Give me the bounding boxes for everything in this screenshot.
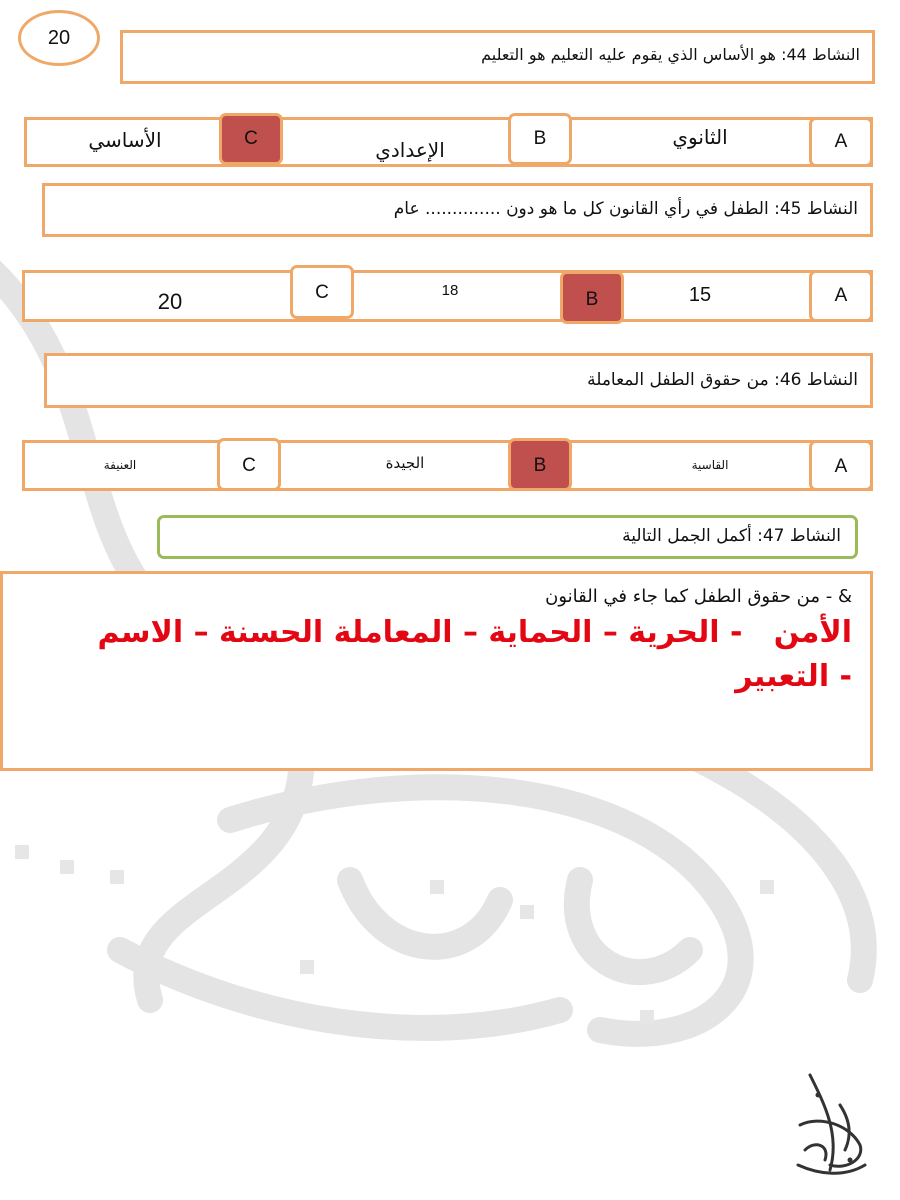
activity-46-question-box <box>44 353 873 408</box>
activity-47-answer-line-1: الأمن - الحرية – الحماية – المعاملة الحسنة – الاسم <box>97 615 852 650</box>
activity-44-option-c-text: الأساسي <box>88 128 162 152</box>
page-number: 20 <box>47 27 71 49</box>
activity-45-option-b-text: 18 <box>441 282 459 299</box>
activity-47-answer-box <box>0 571 873 771</box>
activity-44-question-box <box>120 30 875 84</box>
activity-45-question-box <box>42 183 873 237</box>
activity-45-option-a[interactable]: A <box>809 270 873 322</box>
activity-47-answer-line-2: - التعبير <box>735 658 852 694</box>
activity-46-option-a[interactable]: A <box>809 440 873 491</box>
activity-46-option-a-text: القاسية <box>691 458 729 472</box>
activity-47-prompt: & - من حقوق الطفل كما جاء في القانون <box>545 586 852 607</box>
activity-46-option-b-selected[interactable]: B <box>508 438 572 491</box>
activity-45-option-b-selected[interactable]: B <box>560 271 624 324</box>
activity-46-option-c-text: العنيفة <box>103 458 137 472</box>
activity-44-option-b[interactable]: B <box>508 113 572 165</box>
activity-47-title: النشاط 47: أكمل الجمل التالية <box>622 526 841 546</box>
activity-45-question: النشاط 45: الطفل في رأي القانون كل ما هو دون .............. عام <box>393 199 858 219</box>
activity-44-option-a-text: الثانوي <box>672 125 728 149</box>
activity-44-option-a[interactable]: A <box>809 117 873 167</box>
activity-44-question: النشاط 44: هو الأساس الذي يقوم عليه التعليم هو التعليم <box>481 45 860 64</box>
calligraphy-ornament <box>790 1065 870 1180</box>
activity-44-option-c-selected[interactable]: C <box>219 113 283 165</box>
activity-45-option-a-text: 15 <box>688 284 712 306</box>
page-number-badge <box>18 10 100 66</box>
activity-45-option-c[interactable]: C <box>290 265 354 319</box>
activity-46-option-b-text: الجيدة <box>385 454 425 472</box>
activity-44-option-b-text: الإعدادي <box>375 138 445 162</box>
activity-45-option-c-text: 20 <box>157 289 183 314</box>
activity-46-question: النشاط 46: من حقوق الطفل المعاملة <box>587 370 858 390</box>
activity-46-option-c[interactable]: C <box>217 438 281 491</box>
activity-47-title-box <box>157 515 858 559</box>
